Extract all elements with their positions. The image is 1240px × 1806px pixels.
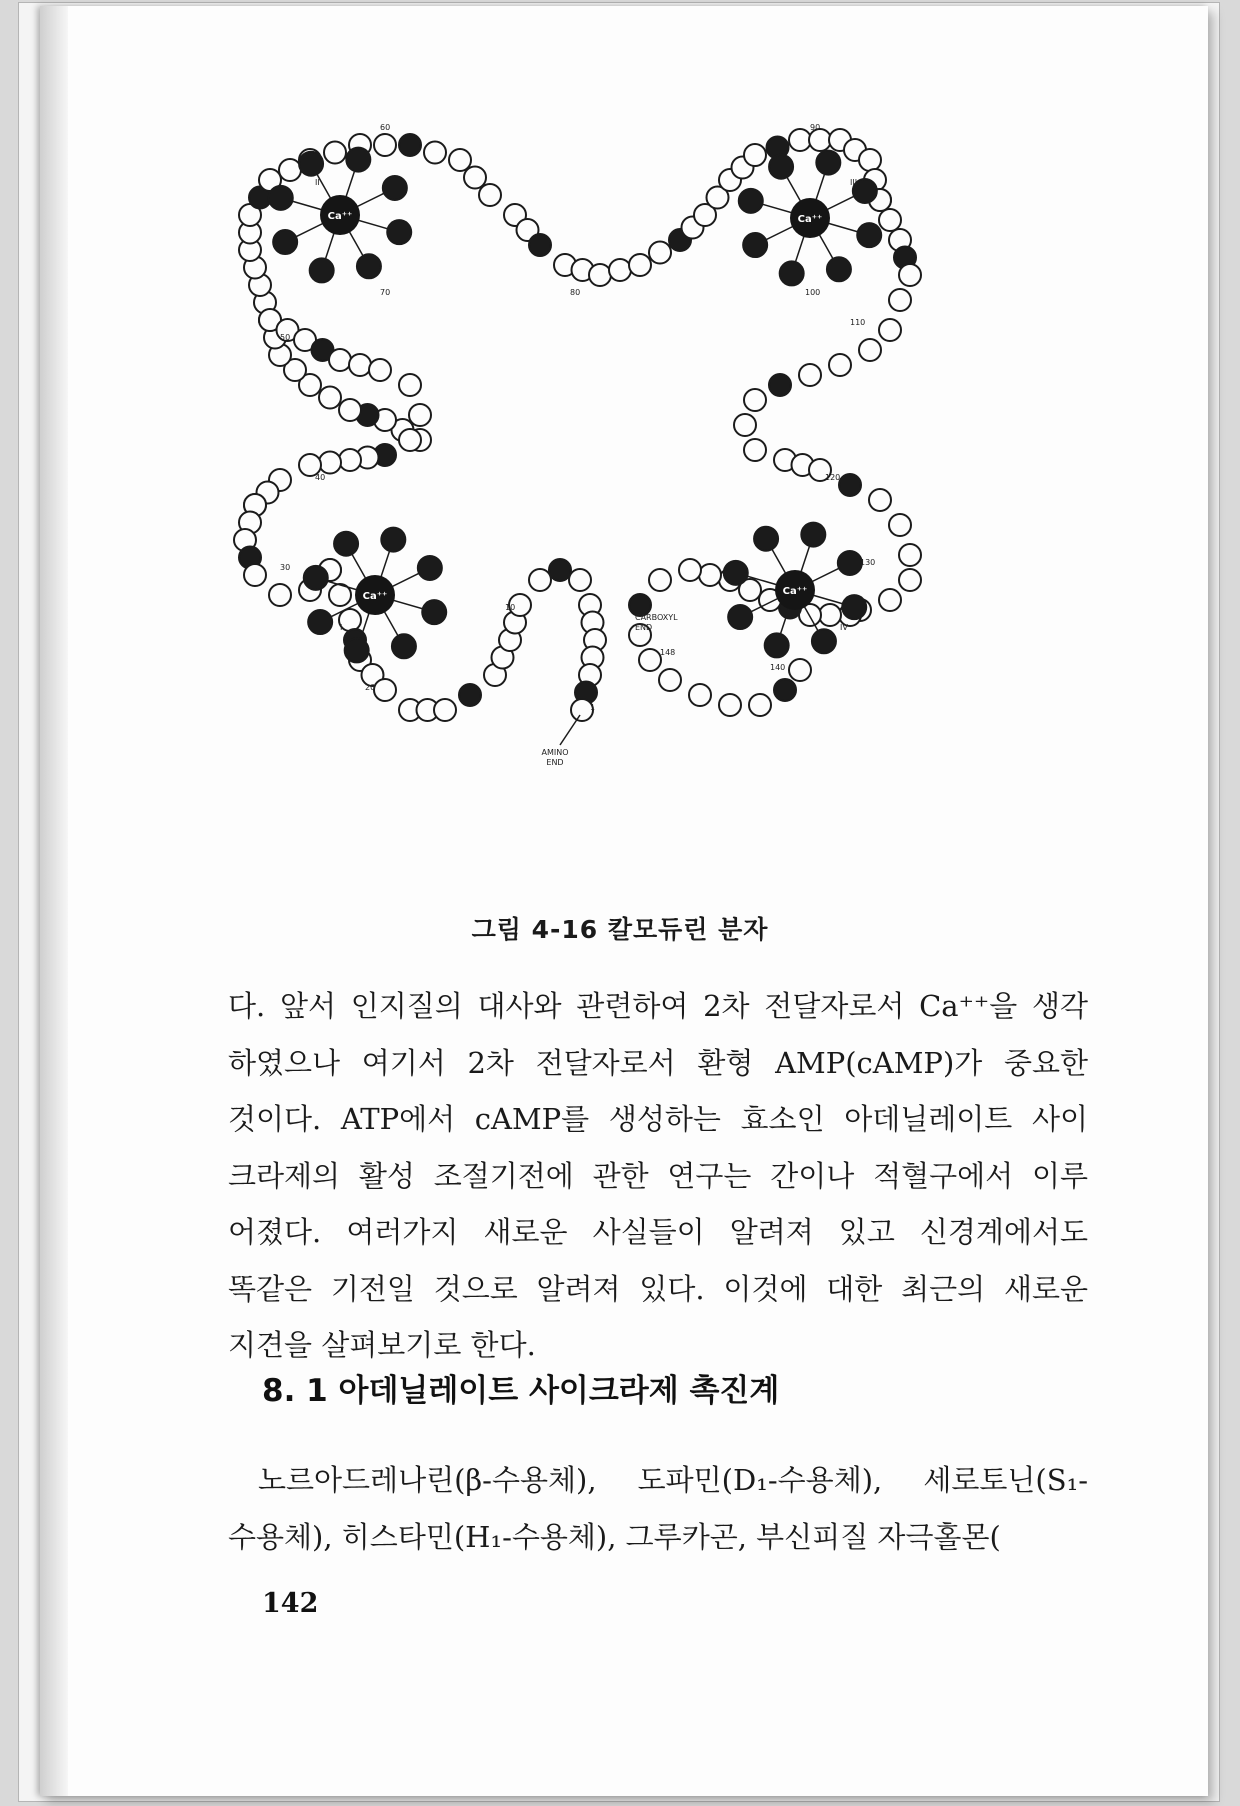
residue-number: 60 xyxy=(380,123,391,132)
residue-bead xyxy=(879,209,901,231)
residue-bead xyxy=(809,129,831,151)
residue-bead xyxy=(879,319,901,341)
paragraph-2 xyxy=(228,1452,1088,1566)
residue-bead xyxy=(609,259,631,281)
residue-bead xyxy=(739,189,763,213)
text-line: 것이다. ATP에서 cAMP를 생성하는 효소인 아데닐레이트 사이 xyxy=(228,1102,1088,1136)
residue-bead xyxy=(409,404,431,426)
residue-bead xyxy=(424,142,446,164)
residue-number: 140 xyxy=(770,663,786,672)
residue-bead xyxy=(339,399,361,421)
residue-number: 120 xyxy=(825,473,841,482)
residue-bead xyxy=(346,148,370,172)
residue-bead xyxy=(765,633,789,657)
residue-bead xyxy=(399,429,421,451)
residue-bead xyxy=(734,414,756,436)
residue-bead xyxy=(374,679,396,701)
residue-bead xyxy=(816,151,840,175)
residue-number: 148 xyxy=(660,648,676,657)
residue-bead xyxy=(649,242,671,264)
residue-bead xyxy=(879,589,901,611)
residue-bead xyxy=(689,684,711,706)
residue-bead xyxy=(839,474,861,496)
text-line: 하였으나 여기서 2차 전달자로서 환형 AMP(cAMP)가 중요한 xyxy=(228,1045,1088,1080)
residue-bead xyxy=(459,684,481,706)
residue-bead xyxy=(869,489,891,511)
residue-bead xyxy=(827,257,851,281)
text-line: 수용체), 히스타민(H₁-수용체), 그루카곤, 부신피질 자극홀몬( xyxy=(228,1520,1001,1554)
residue-bead xyxy=(639,649,661,671)
residue-bead xyxy=(899,544,921,566)
residue-bead xyxy=(319,387,341,409)
residue-bead xyxy=(369,359,391,381)
carboxyl-end-label: END xyxy=(635,623,653,632)
residue-bead xyxy=(699,564,721,586)
text-line: 똑같은 기전일 것으로 알려져 있다. 이것에 대한 최근의 새로운 xyxy=(228,1271,1088,1306)
domain-label: III xyxy=(850,178,858,187)
residue-bead xyxy=(399,374,421,396)
residue-bead xyxy=(308,610,332,634)
text-line: 지견을 살펴보기로 한다. xyxy=(228,1328,536,1362)
residue-bead xyxy=(724,561,748,585)
residue-bead xyxy=(889,289,911,311)
residue-number: 100 xyxy=(805,288,821,297)
text-line: 노르아드레나린(β-수용체), 도파민(D₁-수용체), 세로토닌(S₁- xyxy=(258,1463,1088,1497)
residue-number: 10 xyxy=(505,603,516,612)
section-heading: 8. 1 아데닐레이트 사이크라제 촉진계 xyxy=(262,1373,780,1409)
residue-bead xyxy=(899,569,921,591)
residue-bead xyxy=(310,258,334,282)
amino-end-label: END xyxy=(546,758,564,767)
residue-number: 50 xyxy=(280,333,291,342)
residue-bead xyxy=(744,439,766,461)
residue-bead xyxy=(769,374,791,396)
residue-bead xyxy=(799,364,821,386)
residue-bead xyxy=(789,129,811,151)
residue-bead xyxy=(381,528,405,552)
residue-bead xyxy=(339,449,361,471)
residue-bead xyxy=(324,142,346,164)
carboxyl-end-label: CARBOXYL xyxy=(635,613,678,622)
residue-bead xyxy=(422,600,446,624)
residue-bead xyxy=(774,679,796,701)
calcium-label: Ca⁺⁺ xyxy=(797,214,823,225)
calcium-label: Ca⁺⁺ xyxy=(782,586,808,597)
residue-bead xyxy=(569,569,591,591)
residue-bead xyxy=(801,523,825,547)
residue-bead xyxy=(769,155,793,179)
text-line: 크라제의 활성 조절기전에 관한 연구는 간이나 적혈구에서 이루 xyxy=(228,1158,1088,1193)
residue-bead xyxy=(529,569,551,591)
residue-bead xyxy=(387,220,411,244)
calmodulin-diagram xyxy=(210,100,1110,890)
residue-bead xyxy=(842,595,866,619)
residue-bead xyxy=(349,354,371,376)
amino-end-label: AMINO xyxy=(541,748,569,757)
residue-bead xyxy=(345,638,369,662)
amino-end-line xyxy=(560,715,580,745)
text-line: 다. 앞서 인지질의 대사와 관련하여 2차 전달자로서 Ca⁺⁺을 생각 xyxy=(228,989,1088,1023)
residue-bead xyxy=(329,349,351,371)
residue-bead xyxy=(857,223,881,247)
calmodulin-figure xyxy=(210,100,1110,890)
domain-label: II xyxy=(315,178,320,187)
residue-bead xyxy=(659,669,681,691)
residue-number: 110 xyxy=(850,318,866,327)
residue-bead xyxy=(269,186,293,210)
residue-bead xyxy=(744,144,766,166)
page-binding-edge xyxy=(40,6,68,1796)
residue-bead xyxy=(549,559,571,581)
residue-bead xyxy=(838,551,862,575)
residue-bead xyxy=(754,527,778,551)
residue-bead xyxy=(728,605,752,629)
residue-bead xyxy=(319,452,341,474)
residue-bead xyxy=(812,629,836,653)
residue-bead xyxy=(374,134,396,156)
residue-bead xyxy=(749,694,771,716)
residue-bead xyxy=(789,659,811,681)
residue-bead xyxy=(399,134,421,156)
residue-bead xyxy=(529,234,551,256)
residue-bead xyxy=(449,149,471,171)
residue-bead xyxy=(383,176,407,200)
page-number: 142 xyxy=(262,1588,319,1619)
residue-bead xyxy=(829,354,851,376)
residue-bead xyxy=(304,566,328,590)
residue-number: 1 xyxy=(590,703,596,712)
text-line: 어졌다. 여러가지 새로운 사실들이 알려져 있고 신경계에서도 xyxy=(228,1215,1088,1249)
residue-bead xyxy=(269,584,291,606)
residue-bead xyxy=(299,152,323,176)
residue-bead xyxy=(743,233,767,257)
paragraph-1 xyxy=(228,978,1088,1374)
residue-bead xyxy=(418,556,442,580)
residue-number: 20 xyxy=(365,683,376,692)
residue-bead xyxy=(334,532,358,556)
residue-bead xyxy=(899,264,921,286)
residue-bead xyxy=(629,254,651,276)
domain-label: I xyxy=(340,623,343,632)
residue-number: 80 xyxy=(570,288,581,297)
residue-bead xyxy=(392,634,416,658)
residue-bead xyxy=(479,184,501,206)
residue-bead xyxy=(859,149,881,171)
figure-caption: 그림 4-16 칼모듀린 분자 xyxy=(471,915,769,944)
residue-bead xyxy=(819,604,841,626)
residue-bead xyxy=(464,167,486,189)
residue-bead xyxy=(273,230,297,254)
residue-bead xyxy=(719,694,741,716)
residue-number: 30 xyxy=(280,563,291,572)
residue-number: 40 xyxy=(315,473,326,482)
residue-bead xyxy=(357,254,381,278)
calcium-label: Ca⁺⁺ xyxy=(362,591,388,602)
residue-number: 70 xyxy=(380,288,391,297)
residue-bead xyxy=(679,559,701,581)
residue-bead xyxy=(589,264,611,286)
residue-bead xyxy=(279,159,301,181)
residue-number: 130 xyxy=(860,558,876,567)
residue-bead xyxy=(744,389,766,411)
calcium-label: Ca⁺⁺ xyxy=(327,211,353,222)
residue-number: 90 xyxy=(810,123,821,132)
residue-bead xyxy=(859,339,881,361)
residue-bead xyxy=(780,261,804,285)
domain-label: IV xyxy=(840,623,848,632)
residue-bead xyxy=(889,514,911,536)
residue-bead xyxy=(434,699,456,721)
residue-bead xyxy=(244,564,266,586)
residue-bead xyxy=(649,569,671,591)
